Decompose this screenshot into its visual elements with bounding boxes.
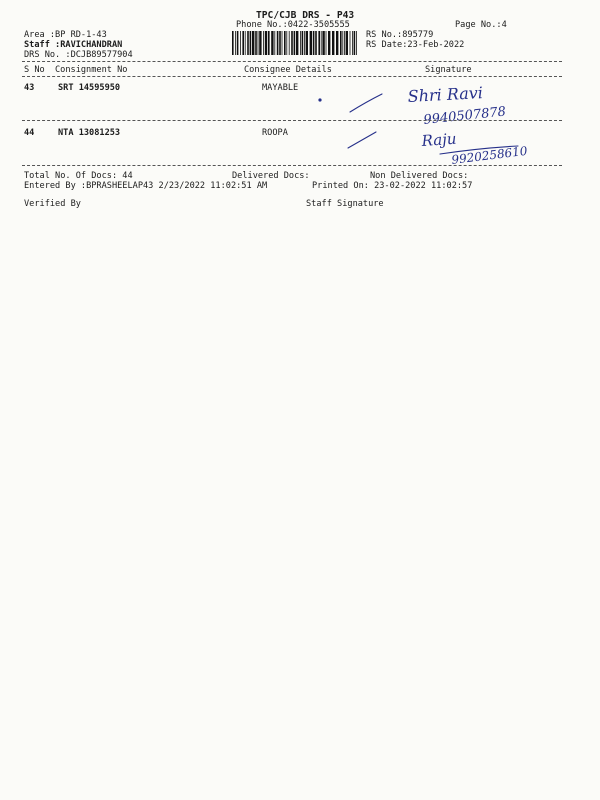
rs-number: RS No.:895779 — [366, 30, 434, 40]
barcode-bar — [318, 31, 320, 55]
barcode-bar — [258, 31, 259, 55]
barcode-bar — [240, 31, 241, 55]
column-header-signature: Signature — [425, 65, 472, 75]
barcode-bar — [284, 31, 286, 55]
barcode-bar — [346, 31, 348, 55]
divider — [22, 76, 562, 77]
barcode-bar — [321, 31, 322, 55]
divider — [22, 61, 562, 62]
barcode-bar — [302, 31, 304, 55]
barcode-bar — [300, 31, 301, 55]
barcode-bar — [294, 31, 296, 55]
barcode-bar — [250, 31, 252, 55]
staff-label: Staff :RAVICHANDRAN — [24, 40, 123, 50]
barcode-bar — [350, 31, 351, 55]
row-consignee: MAYABLE — [262, 83, 299, 93]
barcode-bar — [328, 31, 330, 55]
signature-mark — [310, 84, 560, 128]
verified-by-label: Verified By — [24, 199, 81, 209]
printed-on: Printed On: 23-02-2022 11:02:57 — [312, 181, 473, 191]
column-header-consignee-details: Consignee Details — [244, 65, 332, 75]
column-header-consignment-no: Consignment No — [55, 65, 128, 75]
barcode-bar — [259, 31, 261, 55]
total-docs: Total No. Of Docs: 44 — [24, 171, 133, 181]
barcode-bar — [336, 31, 338, 55]
phone-number: Phone No.:0422-3505555 — [236, 20, 350, 30]
signature-mark — [340, 124, 570, 168]
barcode-bar — [279, 31, 281, 55]
row-divider — [22, 120, 562, 121]
barcode-bar — [313, 31, 315, 55]
barcode-bar — [291, 31, 293, 55]
delivered-docs: Delivered Docs: — [232, 171, 310, 181]
handwritten-phone: 9940507878 — [422, 104, 507, 128]
barcode-bar — [306, 31, 308, 55]
column-header-s-no: S No — [24, 65, 45, 75]
entered-by: Entered By :BPRASHEELAP43 2/23/2022 11:02:51 AM — [24, 181, 268, 191]
barcode-bar — [242, 31, 244, 55]
row-s-no: 43 — [24, 83, 35, 93]
handwritten-signature: Raju — [421, 129, 458, 150]
barcode-bar — [232, 31, 234, 55]
barcode — [232, 31, 358, 55]
barcode-bar — [255, 31, 257, 55]
rs-date: RS Date:23-Feb-2022 — [366, 40, 465, 50]
page-number: Page No.:4 — [455, 20, 507, 30]
row-divider — [22, 165, 562, 166]
barcode-bar — [237, 31, 239, 55]
barcode-bar — [354, 31, 356, 55]
barcode-bar — [235, 31, 236, 55]
barcode-bar — [247, 31, 249, 55]
non-delivered-docs: Non Delivered Docs: — [370, 171, 469, 181]
page-title: TPC/CJB DRS - P43 — [256, 10, 355, 21]
barcode-bar — [304, 31, 305, 55]
drs-number: DRS No. :DCJB89577904 — [24, 50, 133, 60]
barcode-bar — [245, 31, 246, 55]
barcode-bar — [310, 31, 312, 55]
barcode-bar — [344, 31, 345, 55]
barcode-bar — [289, 31, 290, 55]
barcode-bar — [274, 31, 275, 55]
barcode-bar — [263, 31, 264, 55]
barcode-bar — [326, 31, 327, 55]
barcode-bar — [340, 31, 342, 55]
handwritten-signature: Shri Ravi — [407, 83, 484, 106]
handwritten-phone: 9920258610 — [450, 143, 529, 167]
barcode-bar — [252, 31, 254, 55]
staff-signature-label: Staff Signature — [306, 199, 384, 209]
row-consignment-no: SRT 14595950 — [58, 83, 121, 93]
row-consignee: ROOPA — [262, 128, 288, 138]
row-s-no: 44 — [24, 128, 35, 138]
barcode-bar — [332, 31, 334, 55]
barcode-bar — [268, 31, 270, 55]
barcode-bar — [322, 31, 324, 55]
barcode-bar — [296, 31, 298, 55]
barcode-bar — [342, 31, 343, 55]
barcode-bar — [277, 31, 279, 55]
barcode-bar — [356, 31, 357, 55]
barcode-bar — [286, 31, 287, 55]
barcode-bar — [271, 31, 273, 55]
area-label: Area :BP RD-1-43 — [24, 30, 107, 40]
barcode-bar — [315, 31, 317, 55]
barcode-bar — [352, 31, 353, 55]
barcode-bar — [282, 31, 283, 55]
barcode-bar — [265, 31, 267, 55]
row-consignment-no: NTA 13081253 — [58, 128, 121, 138]
